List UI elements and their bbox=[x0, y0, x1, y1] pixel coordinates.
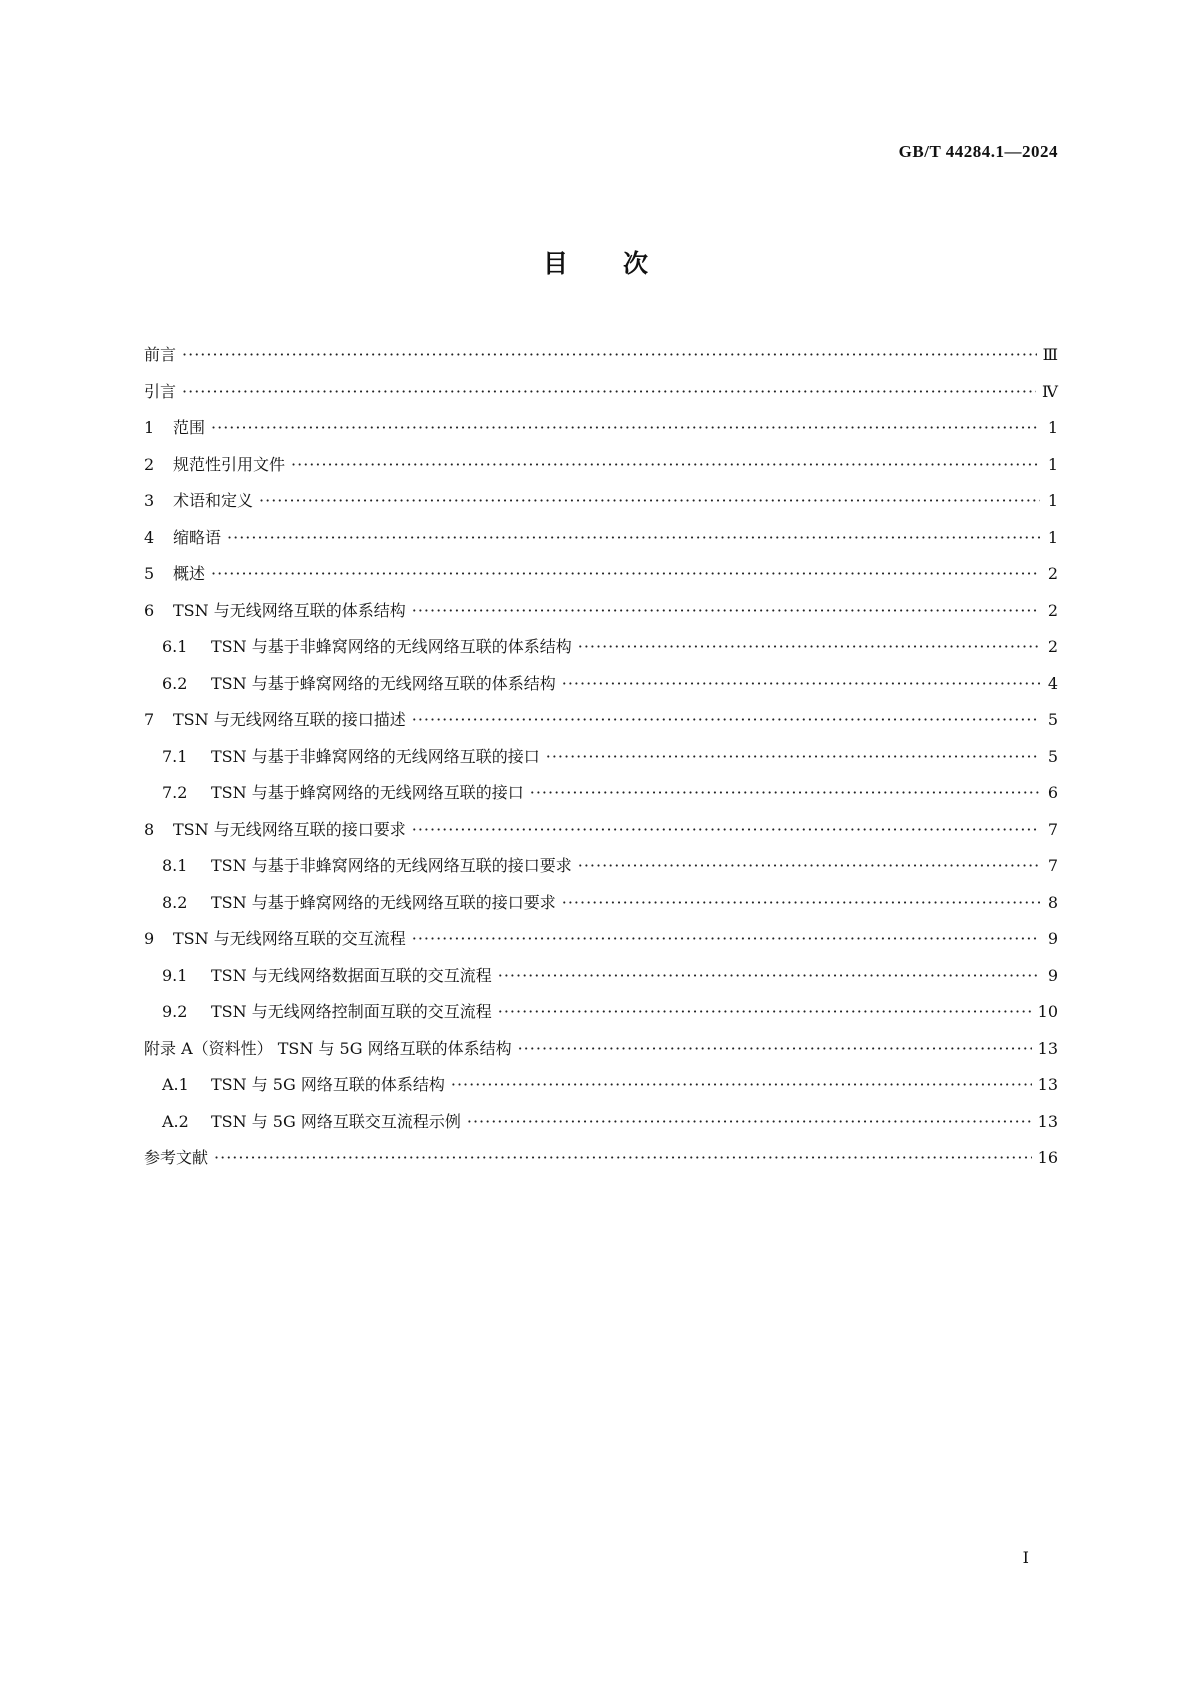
toc-entry-page: 9 bbox=[1047, 929, 1058, 948]
toc-entry-number: 6.2 bbox=[162, 673, 188, 693]
toc-entry-page: 2 bbox=[1047, 564, 1058, 583]
toc-entry-title: TSN 与 5G 网络互联的体系结构 bbox=[211, 1075, 445, 1094]
toc-entry-page: 5 bbox=[1047, 746, 1058, 766]
toc-leader-dots bbox=[214, 1148, 1032, 1167]
toc-entry-title: TSN 与基于蜂窝网络的无线网络互联的接口 bbox=[211, 783, 524, 802]
toc-entry-title: 前言 bbox=[144, 345, 177, 364]
page-title: 目次 bbox=[542, 249, 703, 278]
toc-entry-number: 7 bbox=[144, 710, 155, 729]
toc-leader-dots bbox=[211, 564, 1040, 583]
toc-entry-title: TSN 与 5G 网络互联交互流程示例 bbox=[211, 1111, 461, 1131]
toc-leader-dots bbox=[498, 1002, 1032, 1021]
toc-entry-page: 2 bbox=[1047, 637, 1058, 656]
toc-entry-title: TSN 与基于非蜂窝网络的无线网络互联的体系结构 bbox=[211, 637, 572, 656]
toc-entry-number: 7.2 bbox=[162, 783, 188, 802]
toc-entry-title: 术语和定义 bbox=[173, 491, 254, 510]
toc-leader-dots bbox=[546, 747, 1040, 766]
toc-entry-number: 1 bbox=[144, 418, 155, 437]
toc-entry-page: Ⅲ bbox=[1042, 345, 1058, 364]
toc-entry-a-2[interactable] bbox=[144, 1109, 1058, 1146]
toc-entry-title: TSN 与基于蜂窝网络的无线网络互联的体系结构 bbox=[211, 673, 556, 693]
toc-leader-dots bbox=[259, 491, 1040, 510]
toc-entry-page: Ⅳ bbox=[1042, 381, 1058, 401]
toc-entry-page: 13 bbox=[1037, 1075, 1058, 1094]
toc-entry-page: 9 bbox=[1047, 965, 1058, 985]
toc-entry-page: 1 bbox=[1047, 418, 1058, 437]
toc-leader-dots bbox=[412, 710, 1040, 729]
toc-entry-6-2[interactable] bbox=[144, 671, 1058, 708]
toc-leader-dots bbox=[182, 382, 1036, 401]
toc-entry-title: TSN 与无线网络互联的体系结构 bbox=[173, 600, 406, 620]
toc-entry-page: 5 bbox=[1047, 710, 1058, 729]
toc-entry-8-1[interactable] bbox=[144, 853, 1058, 890]
toc-entry-number: 5 bbox=[144, 564, 155, 583]
toc-entry-title: TSN 与无线网络数据面互联的交互流程 bbox=[211, 965, 492, 985]
toc-leader-dots bbox=[467, 1112, 1032, 1131]
toc-leader-dots bbox=[562, 893, 1040, 912]
page-number: I bbox=[1022, 1548, 1029, 1567]
toc-entry-title: TSN 与无线网络互联的交互流程 bbox=[173, 929, 406, 948]
toc-entry-introduction[interactable] bbox=[144, 379, 1058, 416]
standard-number: GB/T 44284.1—2024 bbox=[898, 142, 1058, 161]
toc-entry-page: 13 bbox=[1037, 1038, 1058, 1058]
toc-entry-page: 1 bbox=[1047, 491, 1058, 510]
toc-entry-page: 4 bbox=[1047, 673, 1058, 693]
toc-entry-number: 7.1 bbox=[162, 746, 188, 766]
toc-entry-page: 8 bbox=[1047, 892, 1058, 912]
toc-entry-number: 2 bbox=[144, 454, 155, 474]
toc-entry-page: 1 bbox=[1047, 454, 1058, 474]
toc-leader-dots bbox=[211, 418, 1040, 437]
toc-entry-number: 8.2 bbox=[162, 892, 188, 912]
toc-entry-title: 规范性引用文件 bbox=[173, 454, 286, 474]
toc-entry-number: 4 bbox=[144, 527, 155, 547]
toc-entry-number: A.1 bbox=[162, 1075, 189, 1094]
toc-entry-number: 8 bbox=[144, 819, 155, 839]
toc-leader-dots bbox=[578, 637, 1040, 656]
toc-entry-8-2[interactable] bbox=[144, 890, 1058, 927]
toc-entry-title: 范围 bbox=[173, 418, 206, 437]
toc-entry-page: 7 bbox=[1047, 856, 1058, 875]
toc-entry-a-1[interactable] bbox=[144, 1072, 1058, 1109]
toc-entry-page: 13 bbox=[1037, 1111, 1058, 1131]
toc-entry-4[interactable] bbox=[144, 525, 1058, 562]
toc-entry-page: 6 bbox=[1047, 783, 1058, 802]
toc-entry-7-1[interactable] bbox=[144, 744, 1058, 781]
toc-entry-7[interactable] bbox=[144, 707, 1058, 744]
toc-entry-page: 1 bbox=[1047, 527, 1058, 547]
toc-entry-9-1[interactable] bbox=[144, 963, 1058, 1000]
toc-entry-1[interactable] bbox=[144, 415, 1058, 452]
toc-entry-title: TSN 与无线网络互联的接口要求 bbox=[173, 819, 406, 839]
toc-leader-dots bbox=[182, 345, 1037, 364]
toc-entry-title: 概述 bbox=[173, 564, 206, 583]
toc-entry-title: 引言 bbox=[144, 381, 177, 401]
toc-entry-number: 3 bbox=[144, 491, 155, 510]
toc-entry-title: 附录 A（资料性） TSN 与 5G 网络互联的体系结构 bbox=[144, 1038, 512, 1058]
toc-entry-number: A.2 bbox=[162, 1111, 189, 1131]
toc-leader-dots bbox=[291, 455, 1040, 474]
toc-entry-page: 7 bbox=[1047, 819, 1058, 839]
toc-leader-dots bbox=[227, 528, 1040, 547]
toc-entry-6[interactable] bbox=[144, 598, 1058, 635]
toc-entry-title: TSN 与基于蜂窝网络的无线网络互联的接口要求 bbox=[211, 892, 556, 912]
toc-entry-number: 6 bbox=[144, 600, 155, 620]
toc-entry-annex-a[interactable] bbox=[144, 1036, 1058, 1073]
toc-entry-2[interactable] bbox=[144, 452, 1058, 489]
toc-entry-9[interactable] bbox=[144, 926, 1058, 963]
toc-leader-dots bbox=[578, 856, 1040, 875]
toc-entry-title: TSN 与无线网络控制面互联的交互流程 bbox=[211, 1002, 492, 1021]
toc-entry-7-2[interactable] bbox=[144, 780, 1058, 817]
toc-leader-dots bbox=[518, 1039, 1032, 1058]
toc-entry-6-1[interactable] bbox=[144, 634, 1058, 671]
toc-entry-3[interactable] bbox=[144, 488, 1058, 525]
toc-entry-title: TSN 与无线网络互联的接口描述 bbox=[173, 710, 406, 729]
toc-entry-number: 8.1 bbox=[162, 856, 188, 875]
toc-leader-dots bbox=[412, 601, 1040, 620]
toc-entry-page: 2 bbox=[1047, 600, 1058, 620]
toc-entry-page: 16 bbox=[1037, 1148, 1058, 1167]
toc-entry-page: 10 bbox=[1037, 1002, 1058, 1021]
toc-entry-8[interactable] bbox=[144, 817, 1058, 854]
toc-leader-dots bbox=[530, 783, 1040, 802]
toc-leader-dots bbox=[412, 820, 1040, 839]
toc-entry-title: TSN 与基于非蜂窝网络的无线网络互联的接口要求 bbox=[211, 856, 572, 875]
toc-leader-dots bbox=[562, 674, 1040, 693]
toc-entry-9-2[interactable] bbox=[144, 999, 1058, 1036]
toc-entry-title: 缩略语 bbox=[173, 527, 222, 547]
toc-entry-number: 9 bbox=[144, 929, 155, 948]
toc-entry-number: 6.1 bbox=[162, 637, 188, 656]
toc-leader-dots bbox=[498, 966, 1040, 985]
toc-entry-5[interactable] bbox=[144, 561, 1058, 598]
toc-entry-bibliography[interactable] bbox=[144, 1145, 1058, 1182]
toc-leader-dots bbox=[451, 1075, 1032, 1094]
toc-entry-foreword[interactable] bbox=[144, 342, 1058, 379]
toc-entry-title: 参考文献 bbox=[144, 1148, 209, 1167]
toc-entry-number: 9.2 bbox=[162, 1002, 188, 1021]
toc-leader-dots bbox=[412, 929, 1040, 948]
table-of-contents bbox=[144, 342, 1058, 1182]
toc-entry-number: 9.1 bbox=[162, 965, 188, 985]
toc-entry-title: TSN 与基于非蜂窝网络的无线网络互联的接口 bbox=[211, 746, 540, 766]
